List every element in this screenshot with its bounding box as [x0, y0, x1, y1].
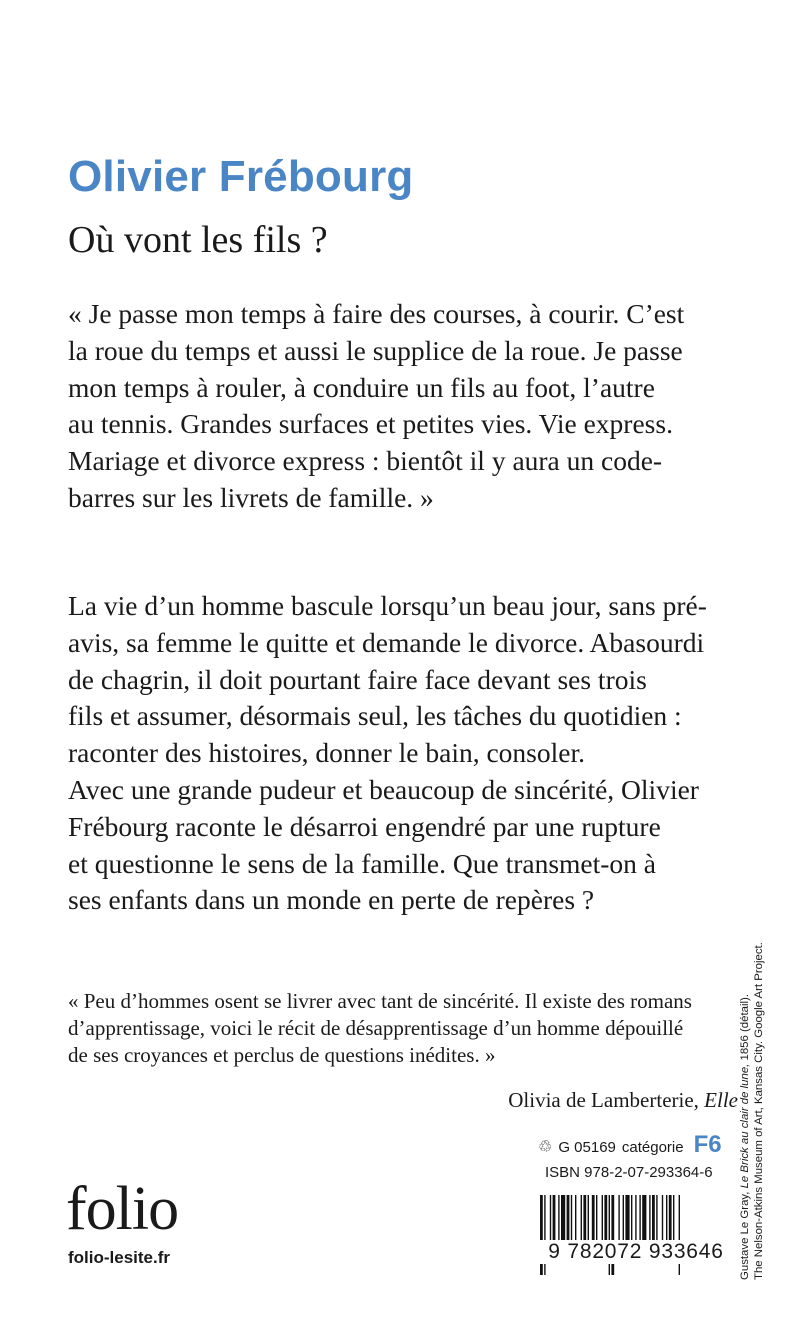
barcode-bar [623, 1195, 624, 1241]
summary-line: Avec une grande pudeur et beaucoup de sincérité, Olivier [68, 773, 699, 805]
book-title: Où vont les fils ? [68, 219, 328, 261]
barcode-bar [669, 1195, 672, 1241]
barcode-bar [625, 1195, 629, 1241]
review-line: « Peu d’hommes osent se livrer avec tant de sincérité. Il existe des romans [68, 989, 692, 1013]
book-summary [68, 588, 738, 919]
image-credit [738, 942, 766, 1280]
credit-line-1: Gustave Le Gray, Le Brick au clair de lune, 1856 (détail). [739, 994, 751, 1280]
barcode-bar [631, 1195, 632, 1241]
category-code: F6 [693, 1131, 722, 1158]
category-label: catégorie [621, 1139, 684, 1156]
publisher-website: folio-lesite.fr [68, 1248, 171, 1267]
barcode-bar [652, 1195, 655, 1241]
barcode-bar [649, 1195, 650, 1241]
review-attribution [508, 1088, 738, 1113]
review-source: Elle [704, 1088, 738, 1112]
summary-line: La vie d’un homme bascule lorsqu’un beau jour, sans pré- [68, 590, 707, 621]
barcode-bar [639, 1195, 640, 1241]
catalog-info [538, 1131, 722, 1159]
quote-line: au tennis. Grandes surfaces et petites vies. Vie express. [68, 408, 673, 440]
quote-line: mon temps à rouler, à conduire un fils au foot, l’autre [68, 371, 655, 403]
summary-line: raconter des histoires, donner le bain, consoler. [68, 737, 585, 769]
barcode-bar [561, 1195, 565, 1241]
quote-line: Mariage et divorce express : bientôt il y aura un code- [68, 445, 663, 477]
barcode-bar [662, 1195, 663, 1241]
barcode-bar [581, 1195, 582, 1241]
barcode-bar [592, 1195, 595, 1241]
quote-line: « Je passe mon temps à faire des courses, à courir. C’est [68, 298, 685, 329]
review-author: Olivia de Lamberterie, [508, 1088, 699, 1112]
publisher-logo: folio [66, 1175, 179, 1243]
barcode-bar [567, 1195, 570, 1241]
barcode-bar [642, 1195, 646, 1241]
press-review [68, 988, 738, 1069]
barcode-bar [656, 1195, 657, 1241]
review-line: de ses croyances et perclus de questions inédites. » [68, 1043, 496, 1067]
quote-line: la roue du temps et aussi le supplice de la roue. Je passe [68, 334, 683, 366]
barcode-bar [588, 1195, 589, 1241]
barcode-bar [666, 1195, 667, 1241]
author-name: Olivier Frébourg [68, 152, 414, 201]
barcode-bar [583, 1195, 586, 1241]
back-cover-quote [68, 296, 738, 517]
summary-line: Frébourg raconte le désarroi engendré par une rupture [68, 810, 661, 842]
barcode-bar [635, 1195, 636, 1241]
summary-line: fils et assumer, désormais seul, les tâches du quotidien : [68, 700, 682, 732]
barcode-bar [602, 1195, 603, 1241]
barcode-bar [558, 1195, 559, 1241]
barcode-bar [571, 1195, 572, 1241]
credit-line-2: The Nelson-Atkins Museum of Art, Kansas City. Google Art Project. [753, 942, 765, 1280]
barcode-bar [550, 1195, 551, 1241]
review-line: d’apprentissage, voici le récit de désapprentissage d’un homme dépouillé [68, 1016, 684, 1040]
summary-line: de chagrin, il doit pourtant faire face devant ses trois [68, 663, 647, 695]
barcode-bar [618, 1195, 619, 1241]
catalog-number: G 05169 [558, 1139, 616, 1156]
quote-line: barres sur les livrets de famille. » [68, 481, 434, 513]
barcode-bar [673, 1195, 674, 1241]
barcode-digits: 9 782072 933646 [536, 1240, 736, 1264]
barcode-bar [575, 1195, 576, 1241]
recycle-icon: ♲ [538, 1139, 553, 1156]
summary-line: et questionne le sens de la famille. Que transmet-on à [68, 847, 657, 879]
barcode-bar [553, 1195, 556, 1241]
isbn: ISBN 978-2-07-293364-6 [545, 1164, 713, 1181]
barcode-bar [604, 1195, 607, 1241]
summary-line: avis, sa femme le quitte et demande le divorce. Abasourdi [68, 626, 705, 658]
barcode-bar [596, 1195, 597, 1241]
summary-line: ses enfants dans un monde en perte de repères ? [68, 884, 595, 916]
